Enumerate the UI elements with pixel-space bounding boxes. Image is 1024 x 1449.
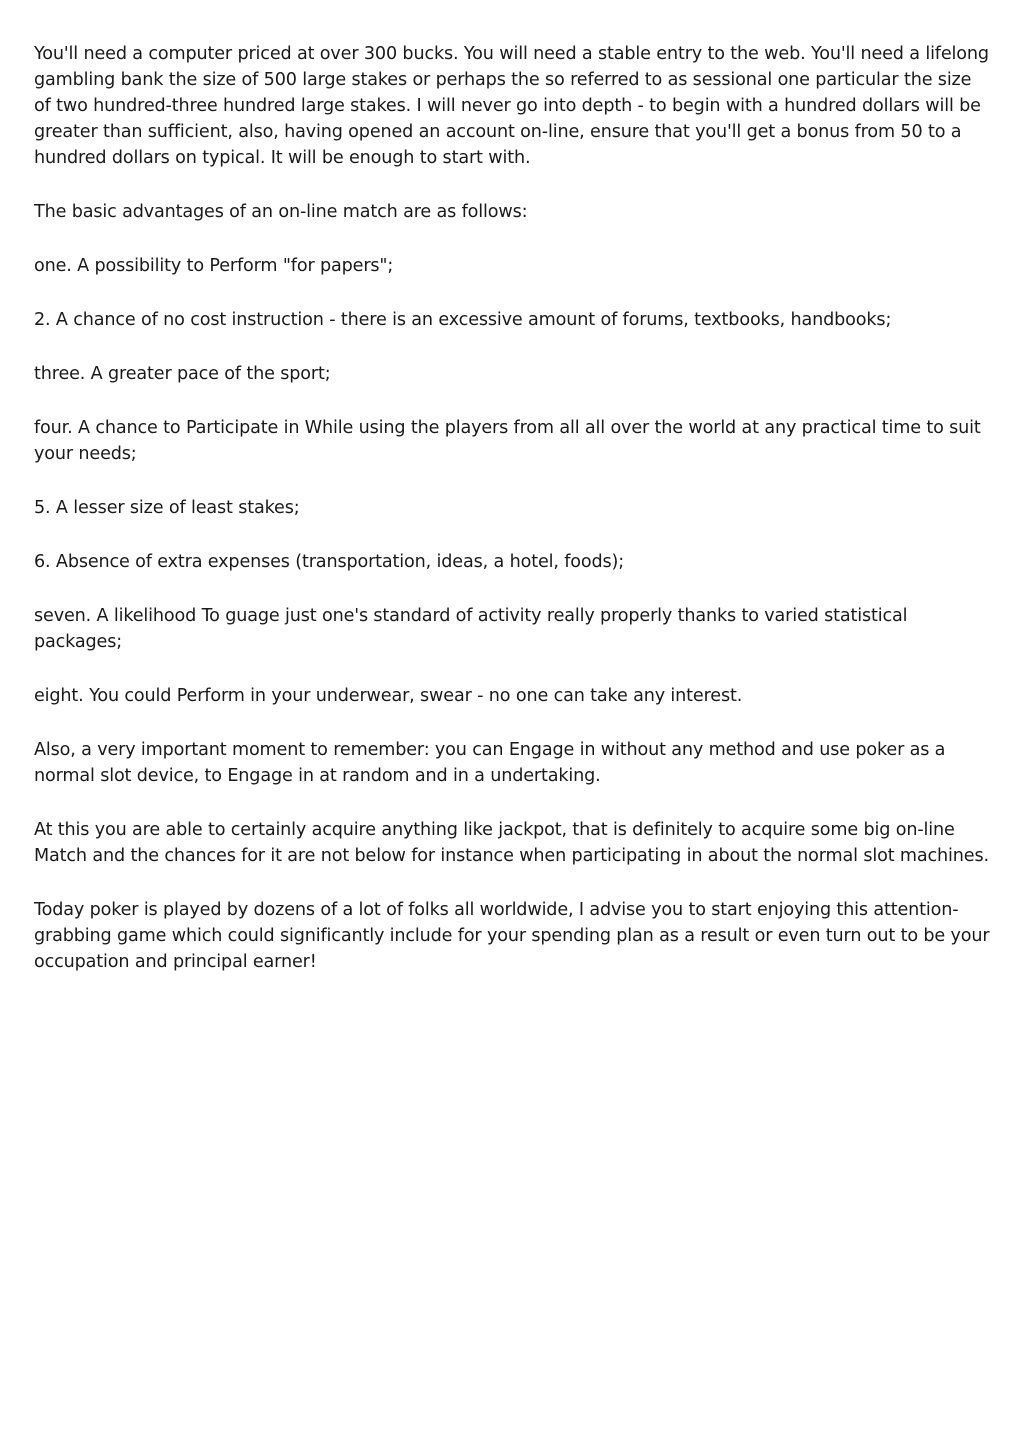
list-item-7: seven. A likelihood To guage just one's standard of activity really properly thanks to varied statistical packages; xyxy=(34,606,908,652)
paragraph-conclusion: Today poker is played by dozens of a lot of folks all worldwide, I advise you to start enjoying this attention-grabbing game which could significantly include for your spending plan as a result or even turn out to be your occupation and principal earner! xyxy=(34,900,990,972)
list-item-8: eight. You could Perform in your underwear, swear - no one can take any interest. xyxy=(34,686,743,706)
paragraph-requirements: You'll need a computer priced at over 300 bucks. You will need a stable entry to the web. You'll need a lifelong gambling bank the size of 500 large stakes or perhaps the so referred to as sessional one particular the size of two hundred-three hundred large stakes. I will never go into depth - to begin with a hundred dollars will be greater than sufficient, also, having opened an account on-line, ensure that you'll get a bonus from 50 to a hundred dollars on typical. It will be enough to start with. xyxy=(34,44,989,168)
list-item-2: 2. A chance of no cost instruction - there is an excessive amount of forums, textbooks, handbooks; xyxy=(34,310,892,330)
list-item-3: three. A greater pace of the sport; xyxy=(34,364,331,384)
paragraph-important-moment: Also, a very important moment to remember: you can Engage in without any method and use poker as a normal slot device, to Engage in at random and in a undertaking. xyxy=(34,740,946,786)
list-item-1: one. A possibility to Perform "for papers"; xyxy=(34,256,394,276)
paragraph-advantages-intro: The basic advantages of an on-line match are as follows: xyxy=(34,202,528,222)
paragraph-jackpot: At this you are able to certainly acquire anything like jackpot, that is definitely to acquire some big on-line Match and the chances for it are not below for instance when participating in about the normal slot machines. xyxy=(34,820,989,866)
list-item-6: 6. Absence of extra expenses (transportation, ideas, a hotel, foods); xyxy=(34,552,625,572)
list-item-5: 5. A lesser size of least stakes; xyxy=(34,498,300,518)
list-item-4: four. A chance to Participate in While using the players from all all over the world at any practical time to suit your needs; xyxy=(34,418,981,464)
